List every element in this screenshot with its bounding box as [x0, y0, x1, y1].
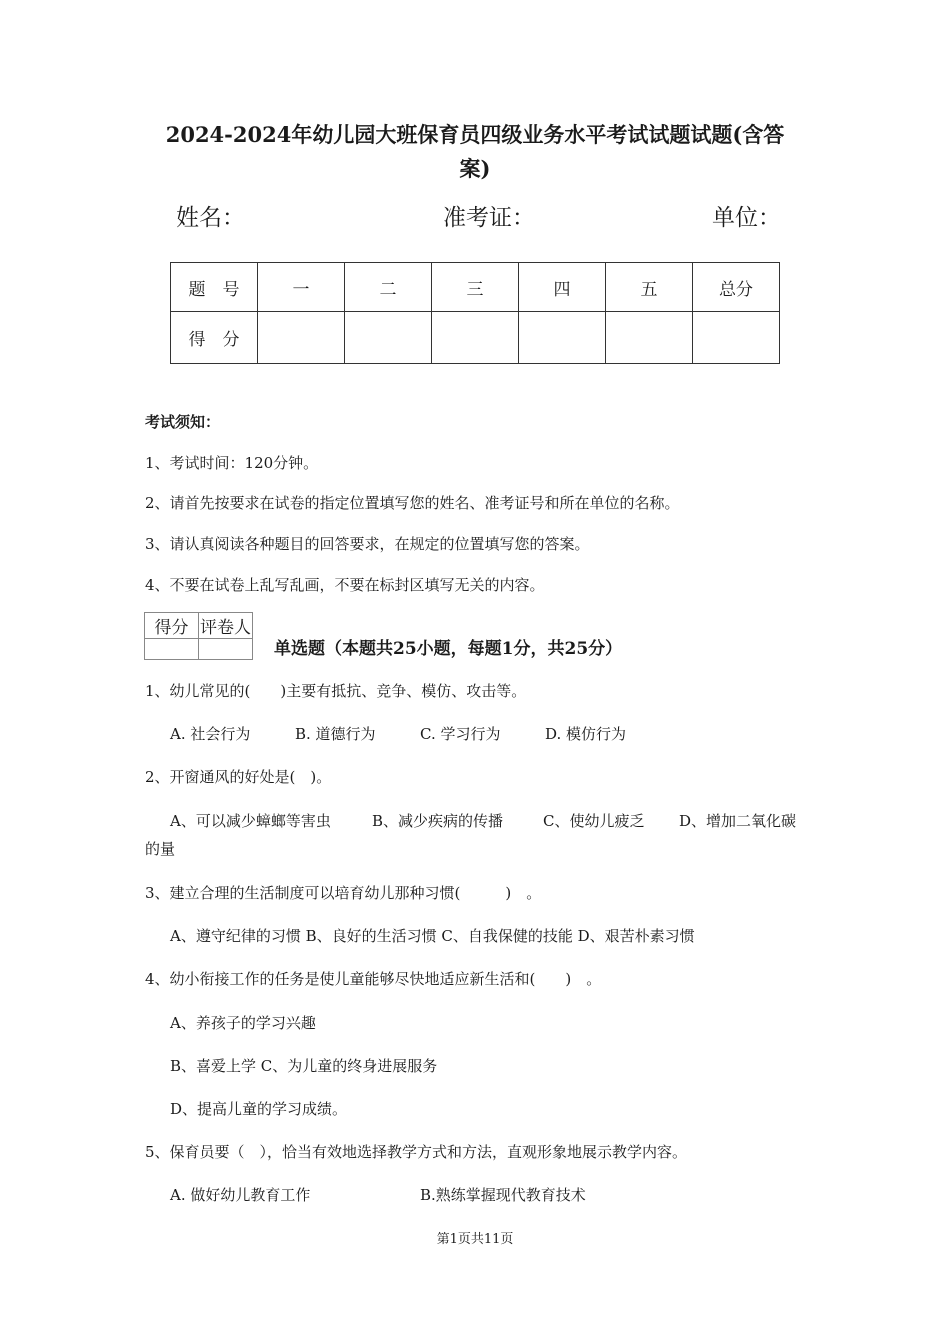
question-2-stem: 2、开窗通风的好处是( )。	[145, 768, 332, 786]
score-header-cell: 题 号	[171, 263, 258, 312]
score-header-cell: 四	[519, 263, 606, 312]
question-1-options	[170, 724, 626, 744]
q1-option-c[interactable]: C. 学习行为	[420, 725, 501, 743]
q4-option-d[interactable]: D、提高儿童的学习成绩。	[170, 1100, 348, 1118]
score-table-score-row	[171, 312, 780, 364]
q2-option-c[interactable]: C、使幼儿疲乏	[543, 812, 645, 830]
score-header-cell: 五	[606, 263, 693, 312]
score-header-cell: 总分	[693, 263, 780, 312]
question-4-stem: 4、幼小衔接工作的任务是使儿童能够尽快地适应新生活和( ) 。	[145, 970, 602, 988]
question-5-options	[170, 1185, 586, 1205]
grader-box-score-cell[interactable]	[145, 639, 199, 660]
question-2-options	[170, 811, 796, 831]
notice-item: 1、考试时间：120分钟。	[145, 454, 319, 472]
score-header-cell: 一	[258, 263, 345, 312]
grader-box-score-label: 得分	[145, 613, 199, 639]
document-title	[150, 118, 800, 186]
score-table-header-row	[171, 263, 780, 312]
page-footer: 第1页共11页	[436, 1232, 514, 1247]
q4-option-a[interactable]: A、养孩子的学习兴趣	[170, 1014, 316, 1032]
q5-option-a[interactable]: A. 做好幼儿教育工作	[170, 1186, 311, 1204]
q2-option-b[interactable]: B、减少疾病的传播	[372, 812, 504, 830]
score-table	[170, 262, 780, 364]
title-line-1: 2024-2024年幼儿园大班保育员四级业务水平考试试题试题(含答	[165, 122, 785, 147]
score-entry-cell[interactable]	[606, 312, 693, 364]
score-entry-cell[interactable]	[432, 312, 519, 364]
question-1-stem: 1、幼儿常见的( )主要有抵抗、竞争、模仿、攻击等。	[145, 682, 527, 700]
score-entry-cell[interactable]	[693, 312, 780, 364]
question-3-stem: 3、建立合理的生活制度可以培育幼儿那种习惯( ) 。	[145, 884, 542, 902]
notice-item: 2、请首先按要求在试卷的指定位置填写您的姓名、准考证号和所在单位的名称。	[145, 494, 680, 512]
q2-option-d[interactable]: D、增加二氧化碳	[679, 812, 797, 830]
grader-box	[144, 612, 253, 660]
question-2-option-wrap: 的量	[145, 840, 176, 858]
section-title: 单选题（本题共25小题，每题1分，共25分）	[274, 639, 623, 659]
unit-field-label: 单位：	[712, 205, 781, 231]
score-entry-cell[interactable]	[345, 312, 432, 364]
q2-option-a[interactable]: A、可以减少蟑螂等害虫	[170, 812, 331, 830]
score-entry-cell[interactable]	[258, 312, 345, 364]
notice-title: 考试须知：	[145, 413, 221, 431]
q1-option-b[interactable]: B. 道德行为	[295, 725, 376, 743]
score-header-cell: 二	[345, 263, 432, 312]
question-5-stem: 5、保育员要（ ），恰当有效地选择教学方式和方法，直观形象地展示教学内容。	[145, 1143, 688, 1161]
notice-item: 3、请认真阅读各种题目的回答要求，在规定的位置填写您的答案。	[145, 535, 590, 553]
grader-box-grader-label: 评卷人	[199, 613, 253, 639]
name-field-label: 姓名：	[176, 205, 245, 231]
score-row-label: 得 分	[171, 312, 258, 364]
q4-option-bc[interactable]: B、喜爱上学 C、为儿童的终身进展服务	[170, 1057, 438, 1075]
q1-option-a[interactable]: A. 社会行为	[170, 725, 251, 743]
q5-option-b[interactable]: B.熟练掌握现代教育技术	[420, 1186, 586, 1204]
grader-box-grader-cell[interactable]	[199, 639, 253, 660]
notice-item: 4、不要在试卷上乱写乱画，不要在标封区填写无关的内容。	[145, 576, 545, 594]
score-entry-cell[interactable]	[519, 312, 606, 364]
score-header-cell: 三	[432, 263, 519, 312]
title-line-2: 案)	[459, 156, 491, 181]
question-3-options: A、遵守纪律的习惯 B、良好的生活习惯 C、自我保健的技能 D、艰苦朴素习惯	[170, 927, 695, 945]
exam-number-field-label: 准考证：	[443, 205, 535, 231]
q1-option-d[interactable]: D. 模仿行为	[545, 725, 627, 743]
